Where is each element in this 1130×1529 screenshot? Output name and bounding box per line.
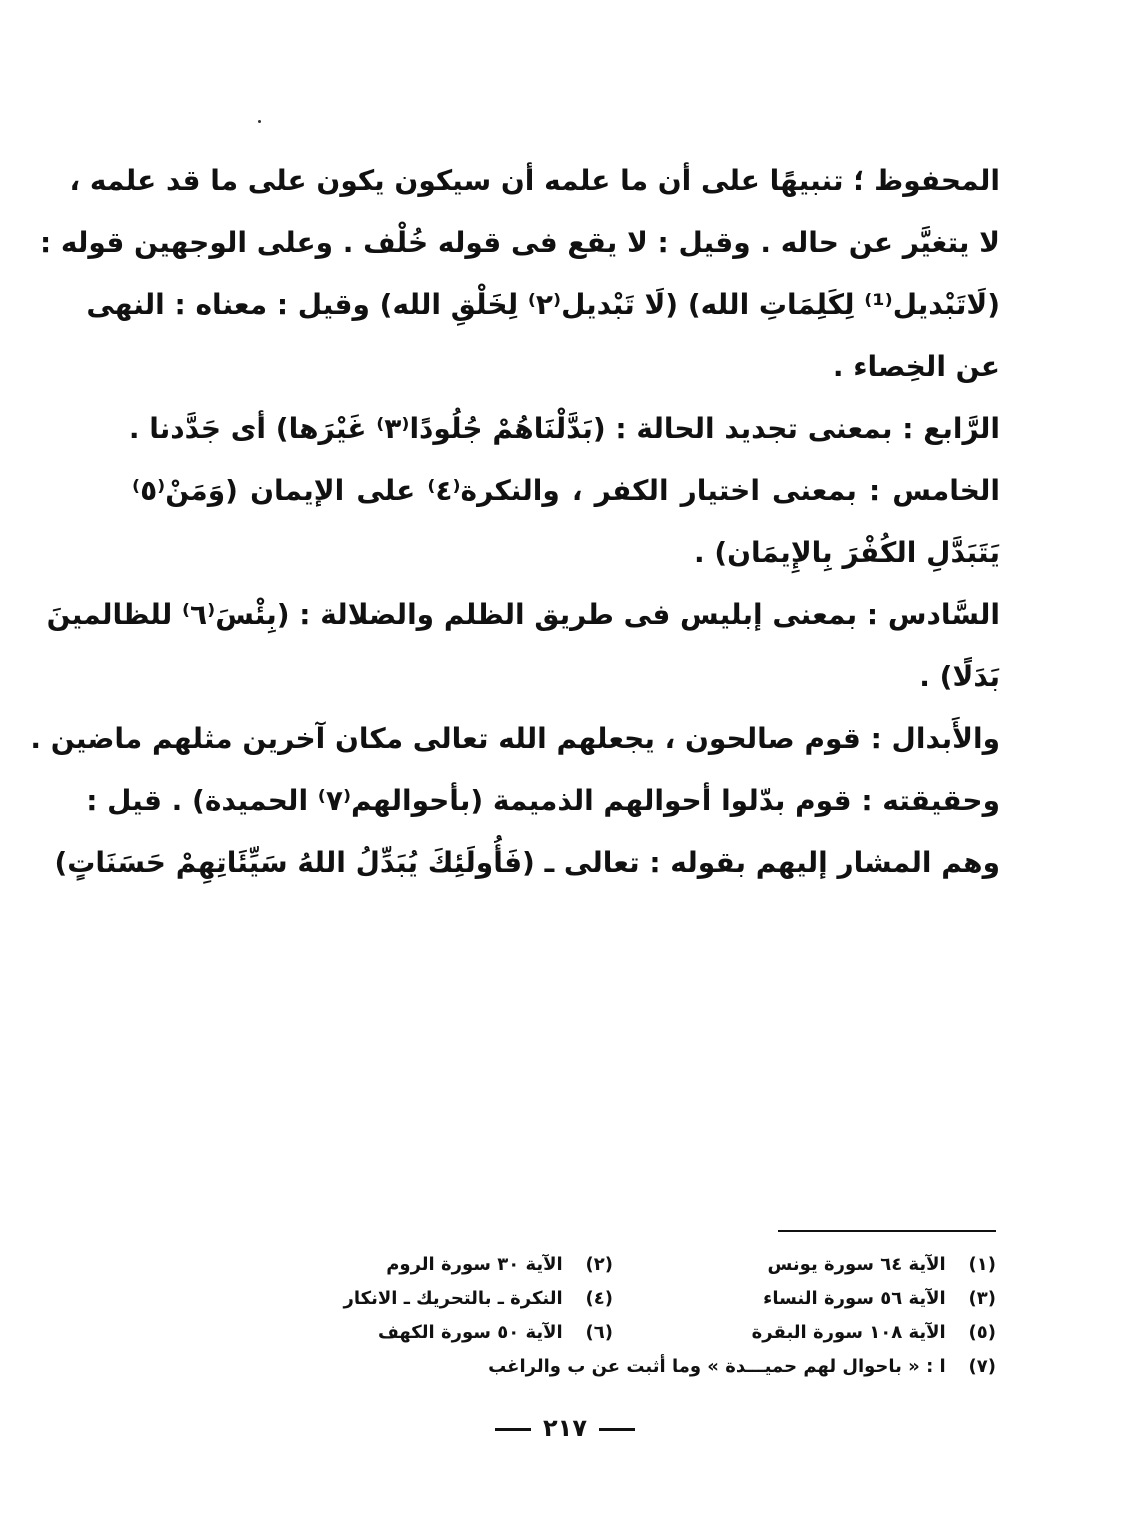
text-line: عن الخِصاء .: [832, 350, 1000, 383]
footnote-number: (٥): [968, 1322, 996, 1343]
footnote-text: الآية ٣٠ سورة الروم: [386, 1254, 563, 1275]
footnote-number: (٢): [585, 1254, 613, 1275]
page-number: [0, 1414, 1130, 1442]
text-line: لا يتغيَّر عن حاله . وقيل : لا يقع فى قوله خُلْف . وعلى الوجهين قوله :: [39, 226, 1000, 259]
dash-right: [599, 1428, 635, 1431]
footnote-1: [613, 1248, 996, 1282]
footnote-4: [230, 1282, 613, 1316]
footnote-7: [230, 1350, 996, 1384]
main-text: [30, 150, 1000, 894]
footnote-5: [613, 1316, 996, 1350]
footnote-text: الآية ١٠٨ سورة البقرة: [751, 1322, 946, 1343]
text-line: السَّادس : بمعنى إبليس فى طريق الظلم والضلالة : (بِئْسَ⁽٦⁾ للظالمينَ: [46, 598, 1000, 631]
text-line: وحقيقته : قوم بدّلوا أحوالهم الذميمة (بأحوالهم⁽٧⁾ الحميدة) . قيل :: [86, 784, 1000, 817]
footnote-number: (٣): [968, 1288, 996, 1309]
text-line: والأَبدال : قوم صالحون ، يجعلهم الله تعالى مكان آخرين مثلهم ماضين .: [30, 722, 1000, 755]
text-line: يَتَبَدَّلِ الكُفْرَ بِالإِيمَان) .: [693, 536, 1000, 569]
scan-speck: [258, 120, 261, 123]
page-number-value: ٢١٧: [543, 1414, 587, 1442]
text-line: وهم المشار إليهم بقوله : تعالى ـ (فَأُولَئِكَ يُبَدِّلُ اللهُ سَيِّئَاتِهِمْ حَسَنَاتٍ): [54, 846, 1000, 879]
footnotes: [230, 1248, 996, 1384]
footnote-text: الآية ٥٠ سورة الكهف: [377, 1322, 563, 1343]
text-line: الرَّابع : بمعنى تجديد الحالة : (بَدَّلْنَاهُمْ جُلُودًا⁽٣⁾ غَيْرَها) أى جَدَّدنا .: [128, 412, 1000, 445]
footnote-row: [230, 1248, 996, 1282]
text-line: المحفوظ ؛ تنبيهًا على أن ما علمه أن سيكون يكون على ما قد علمه ،: [69, 164, 1000, 197]
text-line: الخامس : بمعنى اختيار الكفر ، والنكرة⁽٤⁾ على الإيمان (وَمَنْ⁽٥⁾: [132, 474, 1000, 507]
footnote-text: النكرة ـ بالتحريك ـ الانكار: [343, 1288, 563, 1309]
text-line: (لَاتَبْديل⁽¹⁾ لِكَلِمَاتِ الله) (لَا تَبْديل⁽٢⁾ لِخَلْقِ الله) وقيل : معناه : النهى: [86, 288, 1000, 321]
footnote-row: [230, 1350, 996, 1384]
footnote-text: ا : « باحوال لهم حميـــدة » وما أثبت عن ب والراغب: [488, 1356, 946, 1377]
footnote-number: (٤): [585, 1288, 613, 1309]
footnote-number: (٧): [968, 1356, 996, 1377]
footnote-2: [230, 1248, 613, 1282]
footnote-text: الآية ٦٤ سورة يونس: [767, 1254, 946, 1275]
footnote-6: [230, 1316, 613, 1350]
footnote-number: (١): [968, 1254, 996, 1275]
footnote-row: [230, 1282, 996, 1316]
footnote-separator: [778, 1230, 996, 1232]
footnote-text: الآية ٥٦ سورة النساء: [763, 1288, 946, 1309]
footnote-row: [230, 1316, 996, 1350]
text-line: بَدَلًا) .: [919, 660, 1000, 693]
footnote-3: [613, 1282, 996, 1316]
dash-left: [495, 1428, 531, 1431]
footnote-number: (٦): [585, 1322, 613, 1343]
